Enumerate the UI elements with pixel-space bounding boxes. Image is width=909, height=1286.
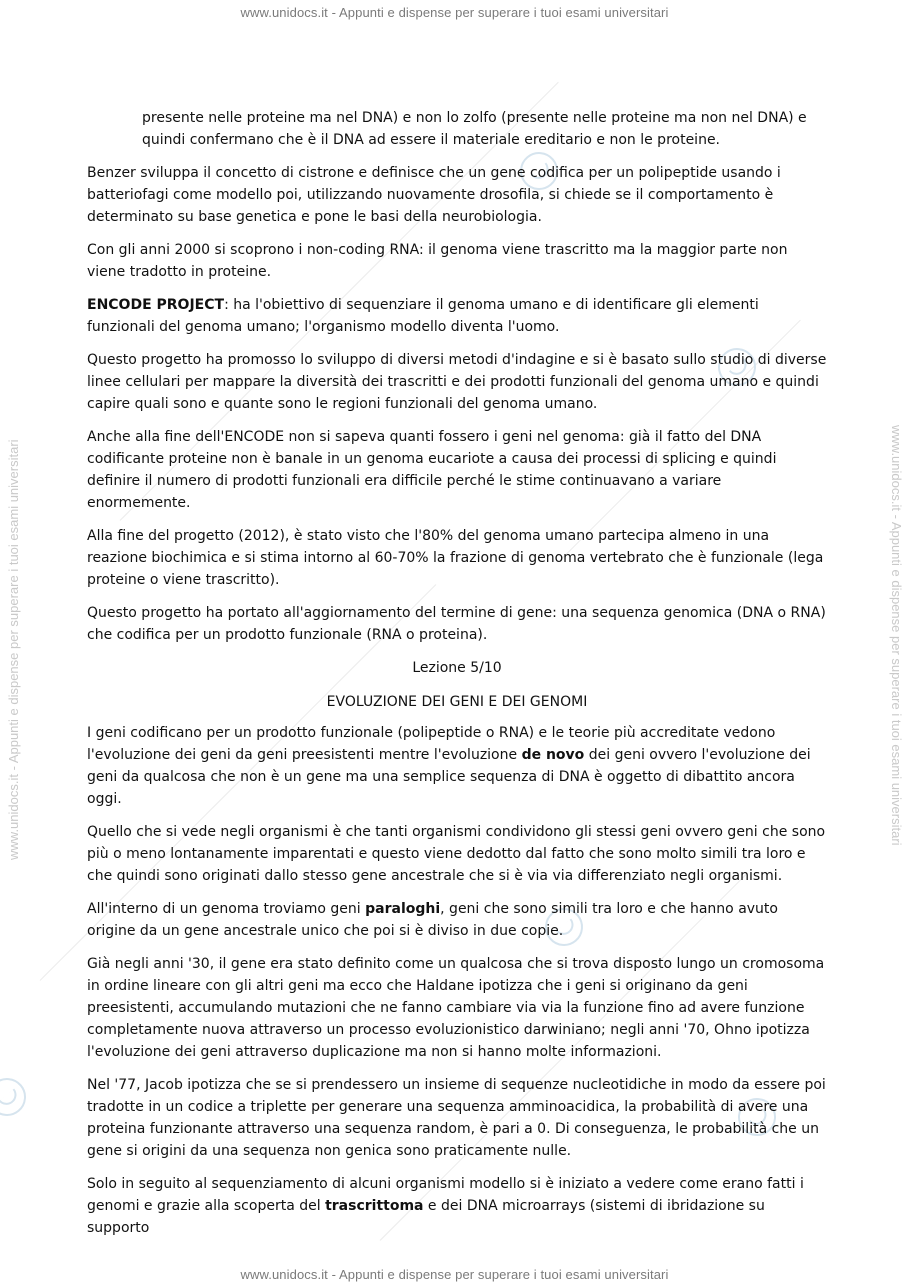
paragraph-text: e dei DNA microarrays (sistemi di ibridazione su supporto [87, 1198, 765, 1236]
header-watermark: www.unidocs.it - Appunti e dispense per superare i tuoi esami universitari [240, 5, 669, 20]
paragraph-text: All'interno di un genoma troviamo geni [87, 901, 366, 917]
paragraph: Questo progetto ha portato all'aggiornamento del termine di gene: una sequenza genomica (DNA o RNA) che codifica per un prodotto funzionale (RNA o proteina). [87, 605, 826, 643]
bold-term: de novo [521, 747, 585, 763]
paragraph-text: I geni codificano per un prodotto funzionale (polipeptide o RNA) e le teorie più accreditate vedono l'evoluzione dei geni da geni preesistenti mentre l'evoluzione [87, 725, 776, 763]
paragraph-text: , geni che sono simili tra loro e che hanno avuto origine da un gene ancestrale unico che poi si è diviso in due copie. [87, 901, 778, 939]
paragraph: Già negli anni '30, il gene era stato definito come un qualcosa che si trova disposto lungo un cromosoma in ordine lineare con gli altri geni ma ecco che Haldane ipotizza che i geni si originano da geni preesistenti, accumulando mutazioni che ne fanno cambiare via via la funzione fino ad avere funzione completamente nuova attraverso un processo evoluzionistico darwiniano; negli anni '70, Ohno ipotizza l'evoluzione dei geni attraverso duplicazione ma non si hanno molte informazioni. [87, 956, 825, 1060]
paragraph-text: : ha l'obiettivo di sequenziare il genoma umano e di identificare gli elementi funzionali del genoma umano; l'organismo modello diventa l'uomo. [87, 297, 759, 335]
paragraph: presente nelle proteine ma nel DNA) e non lo zolfo (presente nelle proteine ma non nel DNA) e quindi confermano che è il DNA ad essere il materiale ereditario e non le proteine. [142, 110, 807, 148]
paragraph: Anche alla fine dell'ENCODE non si sapeva quanti fossero i geni nel genoma: già il fatto del DNA codificante proteine non è banale in un genoma eucariote a causa dei processi di splicing e quindi definire il numero di prodotti funzionali era difficile perché le stime continuavano a variare enormemente. [87, 429, 777, 511]
paragraph-text: dei geni ovvero l'evoluzione dei geni da qualcosa che non è un gene ma una semplice sequenza di DNA è oggetto di dibattito ancora oggi. [87, 747, 811, 807]
lesson-label: Lezione 5/10 [412, 660, 502, 676]
bold-term: trascrittoma [325, 1198, 424, 1214]
watermark-logo-icon [0, 1070, 34, 1124]
footer-watermark: www.unidocs.it - Appunti e dispense per superare i tuoi esami universitari [240, 1267, 669, 1282]
document-body [87, 107, 827, 1250]
left-side-watermark: www.unidocs.it - Appunti e dispense per superare i tuoi esami universitari [6, 439, 21, 860]
paragraph-text: Solo in seguito al sequenziamento di alcuni organismi modello si è iniziato a vedere come erano fatti i genomi e grazie alla scoperta del [87, 1176, 804, 1214]
paragraph [87, 294, 827, 338]
paragraph: Questo progetto ha promosso lo sviluppo di diversi metodi d'indagine e si è basato sullo studio di diverse linee cellulari per mappare la diversità dei trascritti e dei prodotti funzionali del genoma umano e quindi capire quali sono e quante sono le regioni funzionali del genoma umano. [87, 352, 827, 412]
right-side-watermark: www.unidocs.it - Appunti e dispense per superare i tuoi esami universitari [889, 425, 904, 846]
paragraph: Nel '77, Jacob ipotizza che se si prendessero un insieme di sequenze nucleotidiche in modo da essere poi tradotte in un codice a triplette per generare una sequenza amminoacidica, la probabilità di avere una proteina funzionante attraverso una sequenza random, è pari a 0. Di conseguenza, le probabilità che un gene si origini da una sequenza non genica sono praticamente nulle. [87, 1077, 826, 1159]
paragraph: Con gli anni 2000 si scoprono i non-coding RNA: il genoma viene trascritto ma la maggior parte non viene tradotto in proteine. [87, 242, 788, 280]
bold-term: paraloghi [365, 901, 441, 917]
paragraph [87, 1173, 827, 1239]
paragraph: Alla fine del progetto (2012), è stato visto che l'80% del genoma umano partecipa almeno in una reazione biochimica e si stima intorno al 60-70% la frazione di genoma vertebrato che è funzionale (lega proteine o viene trascritto). [87, 528, 824, 588]
paragraph [87, 898, 827, 942]
paragraph: Quello che si vede negli organismi è che tanti organismi condividono gli stessi geni ovvero geni che sono più o meno lontanamente imparentati e questo viene dedotto dal fatto che sono molto simili tra loro e che quindi sono originati dallo stesso gene ancestrale che si è via via differenziato negli organismi. [87, 824, 826, 884]
bold-term: ENCODE PROJECT [87, 297, 225, 313]
section-title: EVOLUZIONE DEI GENI E DEI GENOMI [326, 694, 588, 710]
paragraph: Benzer sviluppa il concetto di cistrone e definisce che un gene codifica per un polipeptide usando i batteriofagi come modello poi, utilizzando nuovamente drosofila, si chiede se il comportamento è determinato su base genetica e pone le basi della neurobiologia. [87, 165, 781, 225]
paragraph [87, 722, 827, 810]
